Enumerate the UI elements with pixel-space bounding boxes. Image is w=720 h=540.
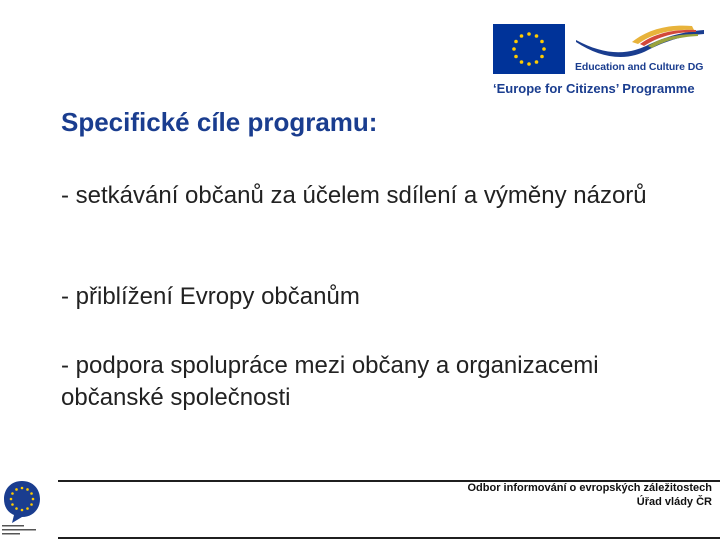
- star-icon: [540, 40, 544, 44]
- star-icon: [535, 60, 539, 64]
- dg-label: Education and Culture DG: [575, 61, 704, 73]
- star-icon: [514, 40, 518, 44]
- star-icon: [527, 62, 531, 66]
- footer-office: Úřad vlády ČR: [636, 496, 712, 508]
- star-icon: [520, 60, 524, 64]
- bullet-item: - přiblížení Evropy občanům: [61, 283, 360, 310]
- star-icon: [15, 507, 18, 510]
- star-icon: [21, 509, 24, 512]
- programme-label: ‘Europe for Citizens’ Programme: [493, 81, 695, 96]
- star-icon: [11, 503, 14, 506]
- star-icon: [527, 32, 531, 36]
- star-icon: [10, 498, 13, 501]
- emblem-caption-graphic: [2, 524, 58, 536]
- bullet-item: - podpora spolupráce mezi občany a organizacemi občanské společnosti: [61, 352, 599, 411]
- star-icon: [535, 34, 539, 38]
- star-icon: [26, 488, 29, 491]
- education-culture-dg-logo: [572, 20, 707, 66]
- star-icon: [542, 47, 546, 51]
- star-icon: [540, 55, 544, 59]
- star-icon: [32, 498, 35, 501]
- eu-emblem-icon: [2, 479, 42, 523]
- footer-divider-bottom: [58, 537, 720, 539]
- star-icon: [21, 487, 24, 490]
- eu-flag-logo: [493, 24, 565, 74]
- star-icon: [15, 488, 18, 491]
- star-icon: [520, 34, 524, 38]
- slide-title: Specifické cíle programu:: [61, 107, 378, 137]
- footer-credit: [468, 481, 713, 509]
- star-icon: [26, 507, 29, 510]
- star-icon: [30, 503, 33, 506]
- footer-department: Odbor informování o evropských záležitostech: [467, 482, 712, 494]
- star-icon: [514, 55, 518, 59]
- bullet-item: - setkávání občanů za účelem sdílení a výměny názorů: [61, 182, 647, 209]
- star-icon: [512, 47, 516, 51]
- star-icon: [30, 492, 33, 495]
- star-icon: [11, 492, 14, 495]
